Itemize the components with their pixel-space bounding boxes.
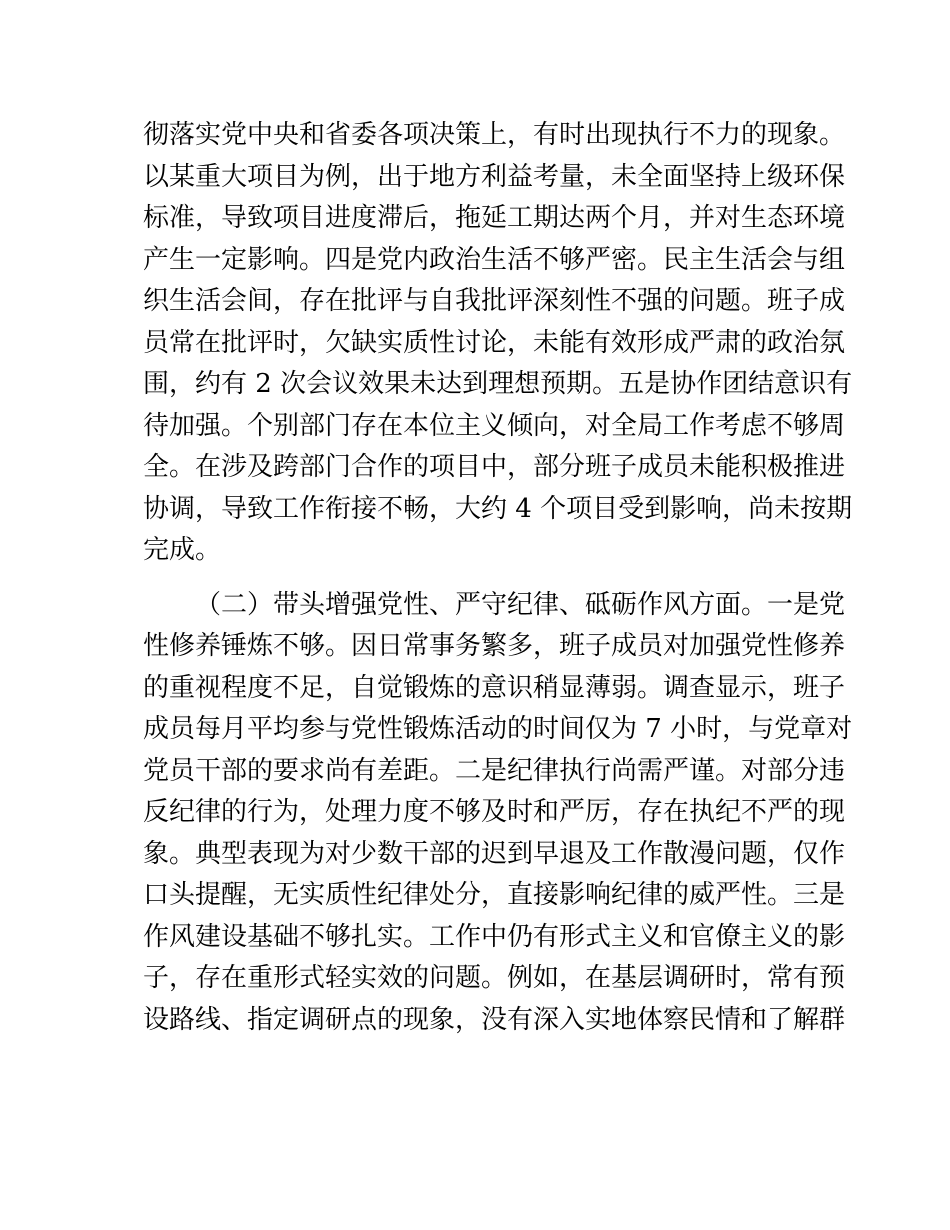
text-line: 完成。 [143,535,222,565]
text-line: 员常在批评时，欠缺实质性讨论，未能有效形成严肃的政治氛 [143,327,846,358]
text-line: （二）带头增强党性、严守纪律、砥砺作风方面。一是党 [195,589,846,620]
text-line: 反纪律的行为，处理力度不够及时和严厉，存在执纪不严的现 [143,797,846,827]
text-line: 协调，导致工作衔接不畅，大约 4 个项目受到影响，尚未按期 [143,493,853,524]
text-line: 子，存在重形式轻实效的问题。例如，在基层调研时，常有预 [143,963,846,993]
document-body [143,115,853,1041]
text-line: 标准，导致项目进度滞后，拖延工期达两个月，并对生态环境 [143,203,846,233]
text-line: 待加强。个别部门存在本位主义倾向，对全局工作考虑不够周 [143,410,846,441]
text-line: 的重视程度不足，自觉锻炼的意识稍显薄弱。调查显示，班子 [143,672,846,703]
text-line: 全。在涉及跨部门合作的项目中，部分班子成员未能积极推进 [143,452,846,482]
paragraph-spacer [143,572,813,585]
text-line: 彻落实党中央和省委各项决策上，有时出现执行不力的现象。 [143,120,846,150]
text-line: 织生活会间，存在批评与自我批评深刻性不强的问题。班子成 [143,286,846,316]
text-line: 党员干部的要求尚有差距。二是纪律执行尚需严谨。对部分违 [143,755,846,786]
text-line: 口头提醒，无实质性纪律处分，直接影响纪律的威严性。三是 [143,880,846,910]
text-line: 象。典型表现为对少数干部的迟到早退及工作散漫问题，仅作 [143,838,846,869]
text-line: 设路线、指定调研点的现象，没有深入实地体察民情和了解群 [143,1004,846,1035]
paragraph-2 [143,585,853,1042]
text-line: 以某重大项目为例，出于地方利益考量，未全面坚持上级环保 [143,161,846,192]
paragraph-1 [143,115,853,572]
text-line: 作风建设基础不够扎实。工作中仍有形式主义和官僚主义的影 [143,921,846,952]
text-line: 成员每月平均参与党性锻炼活动的时间仅为 7 小时，与党章对 [143,714,853,744]
text-line: 性修养锤炼不够。因日常事务繁多，班子成员对加强党性修养 [143,631,846,661]
text-line: 围，约有 2 次会议效果未达到理想预期。五是协作团结意识有 [143,369,853,399]
text-line: 产生一定影响。四是党内政治生活不够严密。民主生活会与组 [143,244,846,275]
